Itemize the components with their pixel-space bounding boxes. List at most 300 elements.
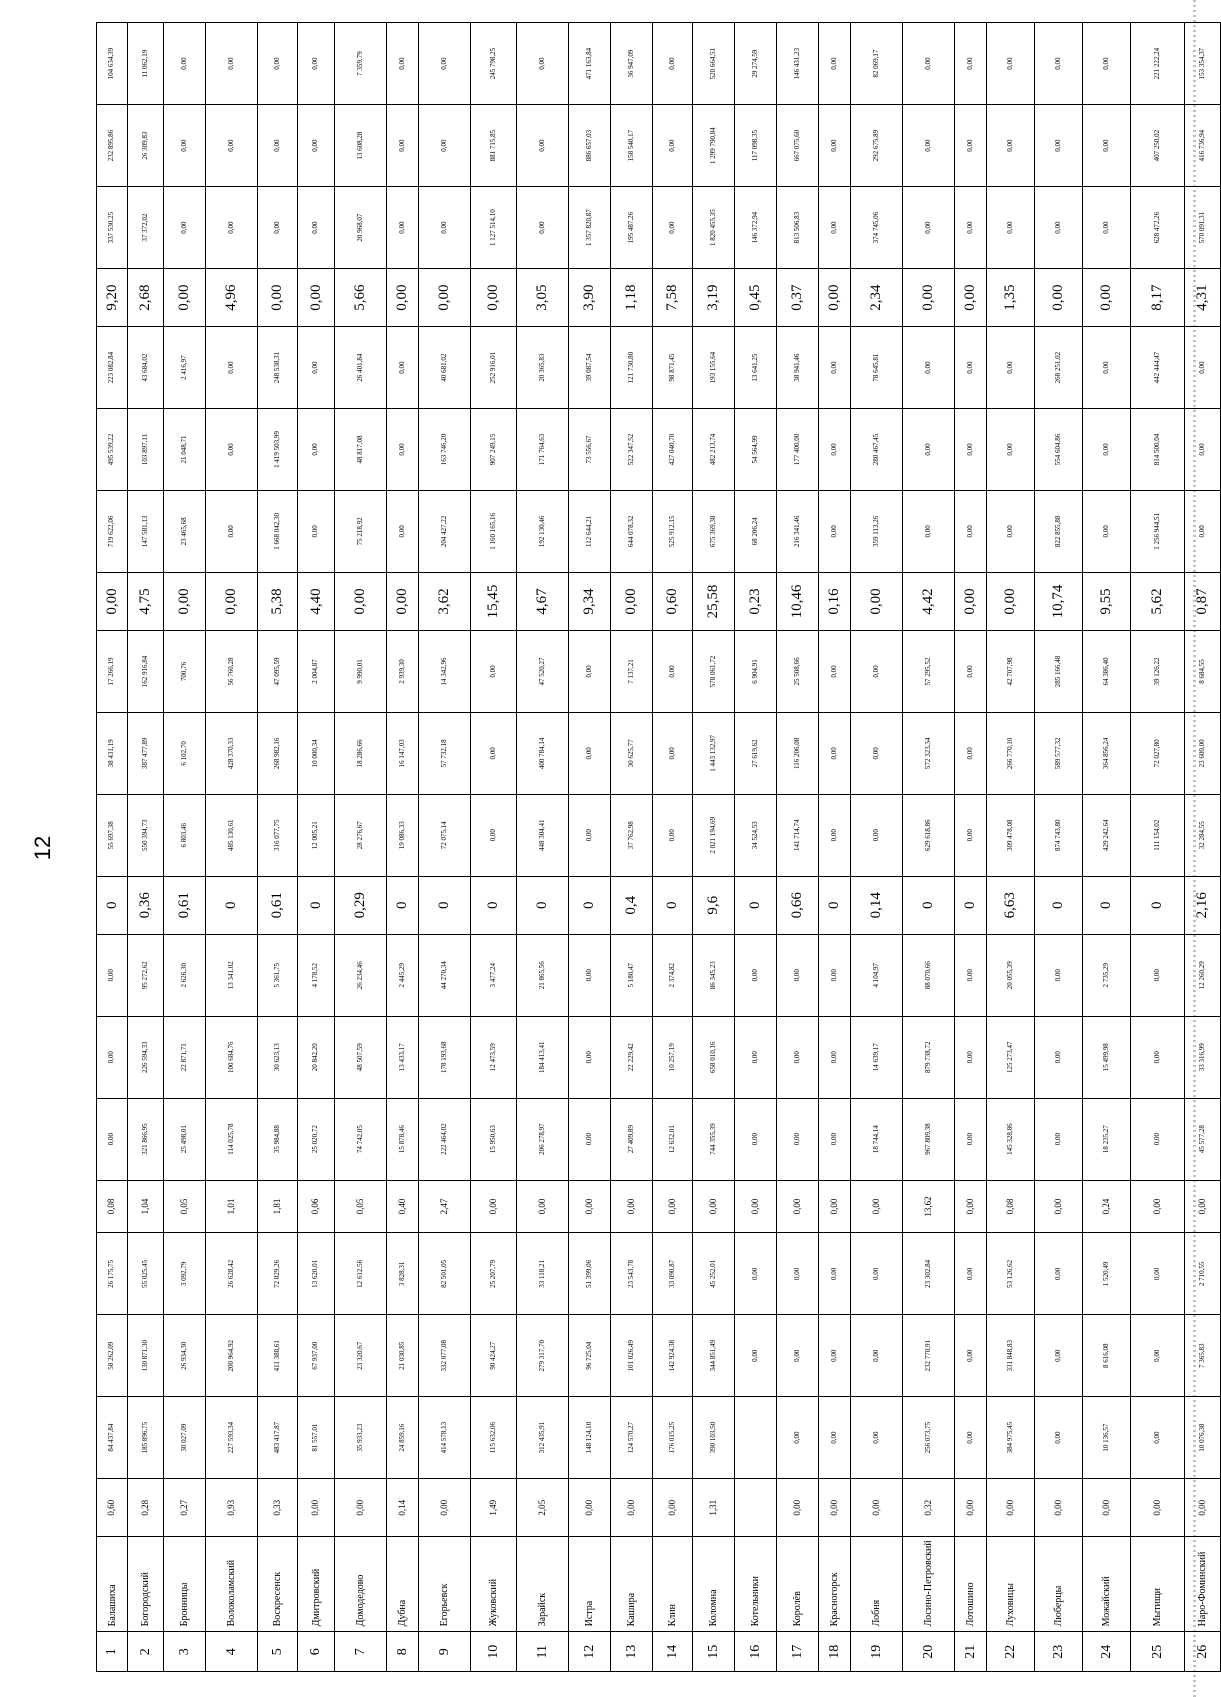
ratio-cell: 0,33 [258, 1479, 298, 1537]
ratio-cell: 0,06 [298, 1180, 335, 1233]
table-row [735, 23, 777, 1672]
amount-cell: 0,00 [1035, 105, 1083, 187]
table-row [471, 23, 517, 1672]
ratio-cell: 0,00 [819, 1479, 851, 1537]
amount-cell: 309 478,08 [987, 794, 1035, 876]
ratio-cell: 0 [653, 876, 693, 934]
amount-cell: 14 639,17 [851, 1016, 903, 1098]
amount-cell: 0,00 [387, 490, 419, 572]
amount-cell: 629 618,86 [903, 794, 955, 876]
ratio-cell: 0 [387, 876, 419, 934]
ratio-cell: 0,37 [777, 269, 819, 327]
amount-cell: 55 025,45 [128, 1233, 164, 1315]
ratio-cell: 0,00 [164, 269, 206, 327]
amount-cell: 226 594,33 [128, 1016, 164, 1098]
row-number-cell: 1 [97, 1632, 128, 1672]
amount-cell: 316 077,75 [258, 794, 298, 876]
amount-cell: 0,00 [1083, 23, 1131, 105]
amount-cell: 42 707,98 [987, 631, 1035, 713]
ratio-cell: 0,00 [819, 269, 851, 327]
amount-cell: 0,00 [517, 187, 569, 269]
amount-cell: 0,00 [851, 1315, 903, 1397]
amount-cell: 0,00 [903, 23, 955, 105]
district-name-cell: Люберцы [1035, 1537, 1083, 1632]
amount-cell: 0,00 [1083, 490, 1131, 572]
amount-cell: 90 424,27 [471, 1315, 517, 1397]
ratio-cell: 7,58 [653, 269, 693, 327]
amount-cell: 20 968,07 [335, 187, 387, 269]
ratio-cell: 0,14 [851, 876, 903, 934]
amount-cell: 266 770,10 [987, 712, 1035, 794]
amount-cell: 0,00 [569, 631, 611, 713]
ratio-cell: 0,61 [164, 876, 206, 934]
amount-cell: 57 295,52 [903, 631, 955, 713]
amount-cell: 2 004,87 [298, 631, 335, 713]
amount-cell: 0,00 [955, 631, 987, 713]
amount-cell: 285 166,48 [1035, 631, 1083, 713]
ratio-cell: 9,34 [569, 572, 611, 630]
row-number-cell: 11 [517, 1632, 569, 1672]
amount-cell: 0,00 [653, 105, 693, 187]
amount-cell: 0,00 [987, 23, 1035, 105]
ratio-cell: 0,4 [611, 876, 653, 934]
row-number-cell: 12 [569, 1632, 611, 1672]
ratio-cell: 3,90 [569, 269, 611, 327]
amount-cell: 26 175,75 [97, 1233, 128, 1315]
amount-cell: 19 086,33 [387, 794, 419, 876]
amount-cell: 471 163,84 [569, 23, 611, 105]
amount-cell: 72 075,14 [419, 794, 471, 876]
amount-cell: 0,00 [819, 23, 851, 105]
ratio-cell: 0 [1131, 876, 1185, 934]
amount-cell: 967 809,38 [903, 1098, 955, 1180]
amount-cell: 78 645,81 [851, 327, 903, 409]
ratio-cell: 0,00 [471, 1180, 517, 1233]
ratio-cell: 0,00 [777, 1180, 819, 1233]
amount-cell: 0,00 [777, 934, 819, 1016]
ratio-cell: 0,00 [1131, 1479, 1185, 1537]
amount-cell: 22 229,42 [611, 1016, 653, 1098]
amount-cell: 141 714,74 [777, 794, 819, 876]
ratio-cell: 0,00 [851, 1180, 903, 1233]
amount-cell: 35 933,23 [335, 1397, 387, 1479]
ratio-cell: 0,00 [1035, 1479, 1083, 1537]
table-row [1185, 23, 1221, 1672]
ratio-cell: 0,00 [335, 1479, 387, 1537]
amount-cell: 32 284,55 [1185, 794, 1221, 876]
row-number-cell: 9 [419, 1632, 471, 1672]
ratio-cell: 2,68 [128, 269, 164, 327]
amount-cell: 0,00 [1035, 1098, 1083, 1180]
amount-cell: 0,00 [987, 490, 1035, 572]
ratio-cell: 4,31 [1185, 269, 1221, 327]
amount-cell: 64 386,40 [1083, 631, 1131, 713]
row-number-cell: 13 [611, 1632, 653, 1672]
amount-cell: 114 025,78 [206, 1098, 258, 1180]
district-name-cell: Дубна [387, 1537, 419, 1632]
ratio-cell: 0,40 [387, 1180, 419, 1233]
amount-cell: 23 320,67 [335, 1315, 387, 1397]
amount-cell: 5 180,47 [611, 934, 653, 1016]
data-table-wrapper [96, 22, 1211, 1672]
table-row [987, 23, 1035, 1672]
amount-cell: 15 878,46 [387, 1098, 419, 1180]
amount-cell: 1 357 820,87 [569, 187, 611, 269]
amount-cell: 23 600,00 [1185, 712, 1221, 794]
district-name-cell: Наро-Фоминский [1185, 1537, 1221, 1632]
amount-cell: 744 355,39 [693, 1098, 735, 1180]
amount-cell: 0,00 [653, 794, 693, 876]
amount-cell: 0,00 [1131, 1233, 1185, 1315]
ratio-cell: 0,23 [735, 572, 777, 630]
amount-cell: 0,00 [569, 934, 611, 1016]
amount-cell: 10 136,57 [1083, 1397, 1131, 1479]
amount-cell: 101 026,49 [611, 1315, 653, 1397]
ratio-cell: 6,63 [987, 876, 1035, 934]
amount-cell: 96 725,04 [569, 1315, 611, 1397]
table-row [1035, 23, 1083, 1672]
table-row [1131, 23, 1185, 1672]
district-name-cell: Красногорск [819, 1537, 851, 1632]
amount-cell: 1 820 455,35 [693, 187, 735, 269]
amount-cell: 193 155,64 [693, 327, 735, 409]
amount-cell: 520 664,51 [693, 23, 735, 105]
amount-cell: 72 029,26 [258, 1233, 298, 1315]
district-name-cell: Дмитровский [298, 1537, 335, 1632]
amount-cell: 185 896,75 [128, 1397, 164, 1479]
amount-cell: 30 027,09 [164, 1397, 206, 1479]
ratio-cell: 0,00 [471, 269, 517, 327]
district-name-cell: Бронницы [164, 1537, 206, 1632]
amount-cell: 13 433,17 [387, 1016, 419, 1098]
amount-cell: 0,00 [569, 1098, 611, 1180]
district-name-cell: Луховицы [987, 1537, 1035, 1632]
amount-cell: 0,00 [569, 1016, 611, 1098]
amount-cell: 0,00 [955, 1016, 987, 1098]
ratio-cell: 0,00 [851, 572, 903, 630]
amount-cell: 1 127 514,10 [471, 187, 517, 269]
amount-cell: 33 316,99 [1185, 1016, 1221, 1098]
amount-cell: 0,00 [298, 187, 335, 269]
amount-cell: 27 409,89 [611, 1098, 653, 1180]
amount-cell: 47 095,59 [258, 631, 298, 713]
amount-cell: 57 732,18 [419, 712, 471, 794]
amount-cell: 1 256 944,51 [1131, 490, 1185, 572]
row-number-cell: 7 [335, 1632, 387, 1672]
amount-cell: 34 524,53 [735, 794, 777, 876]
amount-cell: 6 803,46 [164, 794, 206, 876]
amount-cell: 37 762,98 [611, 794, 653, 876]
amount-cell: 0,00 [1131, 1315, 1185, 1397]
amount-cell: 321 866,95 [128, 1098, 164, 1180]
district-name-cell: Домодедово [335, 1537, 387, 1632]
ratio-cell: 0,24 [1083, 1180, 1131, 1233]
amount-cell: 111 154,02 [1131, 794, 1185, 876]
amount-cell: 0,00 [987, 105, 1035, 187]
district-name-cell: Богородский [128, 1537, 164, 1632]
ratio-cell: 0 [955, 876, 987, 934]
amount-cell: 0,00 [1035, 1397, 1083, 1479]
amount-cell: 337 530,25 [97, 187, 128, 269]
amount-cell: 0,00 [903, 105, 955, 187]
amount-cell: 874 743,80 [1035, 794, 1083, 876]
amount-cell: 344 851,49 [693, 1315, 735, 1397]
amount-cell: 2 021 194,69 [693, 794, 735, 876]
table-row [777, 23, 819, 1672]
amount-cell: 0,00 [903, 187, 955, 269]
amount-cell: 292 675,89 [851, 105, 903, 187]
ratio-cell: 0,00 [777, 1479, 819, 1537]
amount-cell: 0,00 [164, 23, 206, 105]
amount-cell: 8 616,08 [1083, 1315, 1131, 1397]
ratio-cell: 0,66 [777, 876, 819, 934]
ratio-cell: 1,04 [128, 1180, 164, 1233]
row-number-cell: 21 [955, 1632, 987, 1672]
amount-cell: 36 947,09 [611, 23, 653, 105]
amount-cell: 0,00 [97, 1016, 128, 1098]
amount-cell: 658 010,16 [693, 1016, 735, 1098]
ratio-cell: 2,16 [1185, 876, 1221, 934]
amount-cell: 28 276,67 [335, 794, 387, 876]
amount-cell: 0,00 [1035, 1016, 1083, 1098]
row-number-cell: 5 [258, 1632, 298, 1672]
amount-cell: 0,00 [903, 490, 955, 572]
amount-cell: 4 104,97 [851, 934, 903, 1016]
table-row [258, 23, 298, 1672]
amount-cell: 35 984,88 [258, 1098, 298, 1180]
amount-cell: 280 467,45 [851, 409, 903, 491]
amount-cell: 26 309,83 [128, 105, 164, 187]
row-number-cell: 15 [693, 1632, 735, 1672]
amount-cell: 0,00 [819, 794, 851, 876]
amount-cell: 0,00 [387, 23, 419, 105]
amount-cell: 200 964,92 [206, 1315, 258, 1397]
ratio-cell: 0,00 [206, 572, 258, 630]
amount-cell: 4 178,52 [298, 934, 335, 1016]
amount-cell: 26 234,46 [335, 934, 387, 1016]
amount-cell: 3 092,79 [164, 1233, 206, 1315]
amount-cell: 0,00 [819, 1233, 851, 1315]
amount-cell: 719 622,06 [97, 490, 128, 572]
amount-cell: 2 626,30 [164, 934, 206, 1016]
ratio-cell: 0,28 [128, 1479, 164, 1537]
table-row [653, 23, 693, 1672]
ratio-cell: 0,00 [653, 1479, 693, 1537]
amount-cell: 427 040,70 [653, 409, 693, 491]
ratio-cell: 0,00 [1185, 1479, 1221, 1537]
ratio-cell: 1,81 [258, 1180, 298, 1233]
amount-cell: 6 904,91 [735, 631, 777, 713]
ratio-cell: 0,00 [1035, 1180, 1083, 1233]
amount-cell: 0,00 [206, 490, 258, 572]
amount-cell: 331 848,83 [987, 1315, 1035, 1397]
row-number-cell: 16 [735, 1632, 777, 1672]
amount-cell: 0,00 [1185, 409, 1221, 491]
amount-cell: 550 394,73 [128, 794, 164, 876]
amount-cell: 223 082,84 [97, 327, 128, 409]
ratio-cell: 1,35 [987, 269, 1035, 327]
amount-cell: 0,00 [777, 1016, 819, 1098]
amount-cell: 74 742,05 [335, 1098, 387, 1180]
amount-cell: 0,00 [735, 1315, 777, 1397]
amount-cell: 0,00 [206, 409, 258, 491]
ratio-cell: 0,45 [735, 269, 777, 327]
amount-cell: 0,00 [1035, 934, 1083, 1016]
ratio-cell: 0,00 [1083, 269, 1131, 327]
ratio-cell [735, 1479, 777, 1537]
amount-cell: 2 416,97 [164, 327, 206, 409]
amount-cell: 1 668 042,30 [258, 490, 298, 572]
amount-cell: 81 557,01 [298, 1397, 335, 1479]
ratio-cell: 2,47 [419, 1180, 471, 1233]
amount-cell: 0,00 [1035, 23, 1083, 105]
amount-cell: 0,00 [987, 409, 1035, 491]
amount-cell: 813 506,83 [777, 187, 819, 269]
amount-cell: 147 581,13 [128, 490, 164, 572]
amount-cell: 48 817,08 [335, 409, 387, 491]
amount-cell: 0,00 [1185, 327, 1221, 409]
amount-cell: 387 477,89 [128, 712, 164, 794]
amount-cell: 84 437,84 [97, 1397, 128, 1479]
data-table-body [97, 23, 1221, 1672]
amount-cell: 416 736,94 [1185, 105, 1221, 187]
amount-cell: 25 020,72 [298, 1098, 335, 1180]
amount-cell: 0,00 [569, 794, 611, 876]
row-number-cell: 25 [1131, 1632, 1185, 1672]
ratio-cell: 0 [1083, 876, 1131, 934]
ratio-cell: 0 [735, 876, 777, 934]
amount-cell: 554 604,86 [1035, 409, 1083, 491]
amount-cell: 0,00 [987, 327, 1035, 409]
amount-cell: 178 193,68 [419, 1016, 471, 1098]
amount-cell: 82 501,05 [419, 1233, 471, 1315]
amount-cell: 18 235,27 [1083, 1098, 1131, 1180]
amount-cell: 428 370,33 [206, 712, 258, 794]
amount-cell: 121 730,80 [611, 327, 653, 409]
amount-cell: 0,00 [298, 105, 335, 187]
amount-cell: 364 856,24 [1083, 712, 1131, 794]
ratio-cell: 0,00 [1035, 269, 1083, 327]
amount-cell: 0,00 [1083, 105, 1131, 187]
ratio-cell: 0,00 [387, 269, 419, 327]
row-number-cell: 14 [653, 1632, 693, 1672]
amount-cell: 0,00 [955, 490, 987, 572]
amount-cell: 0,00 [1131, 1098, 1185, 1180]
amount-cell: 879 738,72 [903, 1016, 955, 1098]
amount-cell: 578 061,72 [693, 631, 735, 713]
amount-cell: 12 632,01 [653, 1098, 693, 1180]
amount-cell: 25 508,66 [777, 631, 819, 713]
amount-cell: 0,00 [735, 934, 777, 1016]
ratio-cell: 0,60 [97, 1479, 128, 1537]
ratio-cell: 0,00 [955, 269, 987, 327]
ratio-cell: 0,00 [517, 1180, 569, 1233]
amount-cell: 0,00 [819, 1098, 851, 1180]
amount-cell: 153 354,37 [1185, 23, 1221, 105]
amount-cell: 145 328,86 [987, 1098, 1035, 1180]
ratio-cell: 0,00 [987, 572, 1035, 630]
ratio-cell: 0,05 [335, 1180, 387, 1233]
amount-cell: 53 126,62 [987, 1233, 1035, 1315]
page-number: 12 [30, 835, 55, 861]
amount-cell: 40 681,02 [419, 327, 471, 409]
ratio-cell: 0,00 [955, 1479, 987, 1537]
amount-cell: 13 608,28 [335, 105, 387, 187]
row-number-cell: 8 [387, 1632, 419, 1672]
district-name-cell: Королёв [777, 1537, 819, 1632]
amount-cell: 279 317,70 [517, 1315, 569, 1397]
amount-cell: 171 764,63 [517, 409, 569, 491]
ratio-cell: 0,00 [419, 1479, 471, 1537]
district-name-cell: Лобня [851, 1537, 903, 1632]
amount-cell: 206 278,97 [517, 1098, 569, 1180]
amount-cell: 400 784,14 [517, 712, 569, 794]
amount-cell: 570 091,31 [1185, 187, 1221, 269]
amount-cell: 23 465,68 [164, 490, 206, 572]
amount-cell: 0,00 [777, 1098, 819, 1180]
amount-cell: 75 218,92 [335, 490, 387, 572]
amount-cell: 907 249,15 [471, 409, 517, 491]
amount-cell: 112 644,21 [569, 490, 611, 572]
amount-cell: 522 347,52 [611, 409, 653, 491]
amount-cell: 268 251,02 [1035, 327, 1083, 409]
amount-cell: 67 937,00 [298, 1315, 335, 1397]
amount-cell: 222 464,02 [419, 1098, 471, 1180]
amount-cell: 0,00 [1035, 187, 1083, 269]
amount-cell: 7 359,79 [335, 23, 387, 105]
ratio-cell: 0,00 [1083, 1479, 1131, 1537]
table-row [611, 23, 653, 1672]
ratio-cell: 0,00 [955, 1180, 987, 1233]
amount-cell: 0,00 [955, 1233, 987, 1315]
ratio-cell: 10,74 [1035, 572, 1083, 630]
table-row [387, 23, 419, 1672]
amount-cell: 0,00 [819, 1016, 851, 1098]
amount-cell: 29 274,59 [735, 23, 777, 105]
amount-cell: 0,00 [955, 105, 987, 187]
amount-cell: 23 543,78 [611, 1233, 653, 1315]
amount-cell: 22 871,71 [164, 1016, 206, 1098]
table-row [419, 23, 471, 1672]
amount-cell: 45 252,01 [693, 1233, 735, 1315]
amount-cell: 0,00 [653, 187, 693, 269]
ratio-cell: 0 [819, 876, 851, 934]
amount-cell: 0,00 [1131, 934, 1185, 1016]
row-number-cell: 3 [164, 1632, 206, 1672]
amount-cell: 26 401,84 [335, 327, 387, 409]
ratio-cell: 1,49 [471, 1479, 517, 1537]
amount-cell: 0,00 [517, 105, 569, 187]
ratio-cell: 0 [517, 876, 569, 934]
amount-cell: 0,00 [819, 712, 851, 794]
amount-cell: 2 735,29 [1083, 934, 1131, 1016]
ratio-cell: 0 [903, 876, 955, 934]
ratio-cell: 0,60 [653, 572, 693, 630]
table-row [298, 23, 335, 1672]
amount-cell: 12 005,21 [298, 794, 335, 876]
district-name-cell: Истра [569, 1537, 611, 1632]
amount-cell: 0,00 [851, 1233, 903, 1315]
amount-cell: 0,00 [987, 187, 1035, 269]
amount-cell: 176 015,25 [653, 1397, 693, 1479]
amount-cell: 0,00 [777, 1233, 819, 1315]
amount-cell [735, 1397, 777, 1479]
district-name-cell: Егорьевск [419, 1537, 471, 1632]
amount-cell: 232 895,86 [97, 105, 128, 187]
amount-cell: 0,00 [955, 1315, 987, 1397]
ratio-cell: 4,42 [903, 572, 955, 630]
amount-cell: 163 746,20 [419, 409, 471, 491]
